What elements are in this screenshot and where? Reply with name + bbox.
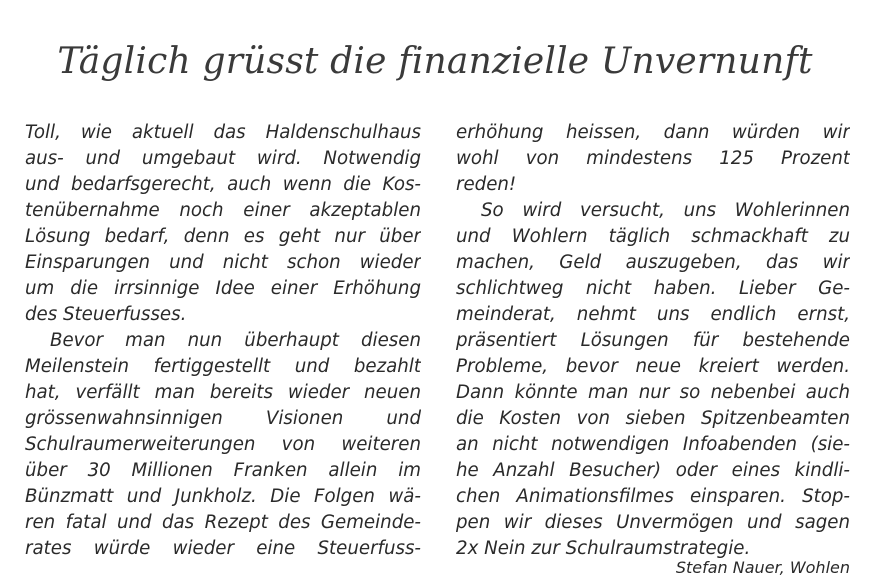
text-line: Toll, wie aktuell das Haldenschulhaus (25, 122, 421, 143)
text-line: meinderat, nehmt uns endlich ernst, (456, 304, 850, 325)
article-headline: Täglich grüsst die finanzielle Unvernunft (57, 41, 813, 82)
text-line: an nicht notwendigen Infoabenden (sie- (456, 434, 850, 455)
text-line: des Steuerfusses. (25, 304, 187, 325)
text-line: und bedarfsgerecht, auch wenn die Kos- (25, 174, 421, 195)
text-line: ren fatal und das Rezept des Gemeinde- (25, 512, 421, 533)
article-column-left (25, 120, 421, 562)
author-signature: Stefan Nauer, Wohlen (675, 558, 850, 577)
text-line: Lösung bedarf, denn es geht nur über (25, 226, 421, 247)
text-line: rates würde wieder eine Steuerfuss- (25, 538, 421, 559)
text-line: präsentiert Lösungen für bestehende (456, 330, 850, 351)
text-line: über 30 Millionen Franken allein im (25, 460, 421, 481)
text-line: pen wir dieses Unvermögen und sagen (456, 512, 850, 533)
text-line: und Wohlern täglich schmackhaft zu (456, 226, 850, 247)
text-line: grössenwahnsinnigen Visionen und (25, 408, 421, 429)
text-line: Probleme, bevor neue kreiert werden. (456, 356, 850, 377)
text-line: he Anzahl Besucher) oder eines kindli- (456, 460, 850, 481)
article-column-right (456, 120, 850, 562)
text-line: Bevor man nun überhaupt diesen (50, 330, 421, 351)
text-line: schlichtweg nicht haben. Lieber Ge- (456, 278, 850, 299)
text-line: tenübernahme noch einer akzeptablen (25, 200, 421, 221)
text-line: aus- und umgebaut wird. Notwendig (25, 148, 421, 169)
text-line: Einsparungen und nicht schon wieder (25, 252, 421, 273)
text-line: wohl von mindestens 125 Prozent (456, 148, 850, 169)
text-line: hat, verfällt man bereits wieder neuen (25, 382, 421, 403)
text-line: machen, Geld auszugeben, das wir (456, 252, 850, 273)
text-line: chen Animationsfilmes einsparen. Stop- (456, 486, 850, 507)
text-line: Bünzmatt und Junkholz. Die Folgen wä- (25, 486, 421, 507)
text-line: Schulraumerweiterungen von weiteren (25, 434, 421, 455)
text-line: So wird versucht, uns Wohlerinnen (481, 200, 850, 221)
text-line: Meilenstein fertiggestellt und bezahlt (25, 356, 421, 377)
text-line: 2x Nein zur Schulraumstrategie. (456, 538, 751, 559)
text-line: um die irrsinnige Idee einer Erhöhung (25, 278, 421, 299)
text-line: reden! (456, 174, 517, 195)
text-line: Dann könnte man nur so nebenbei auch (456, 382, 850, 403)
text-line: erhöhung heissen, dann würden wir (456, 122, 850, 143)
text-line: die Kosten von sieben Spitzenbeamten (456, 408, 850, 429)
